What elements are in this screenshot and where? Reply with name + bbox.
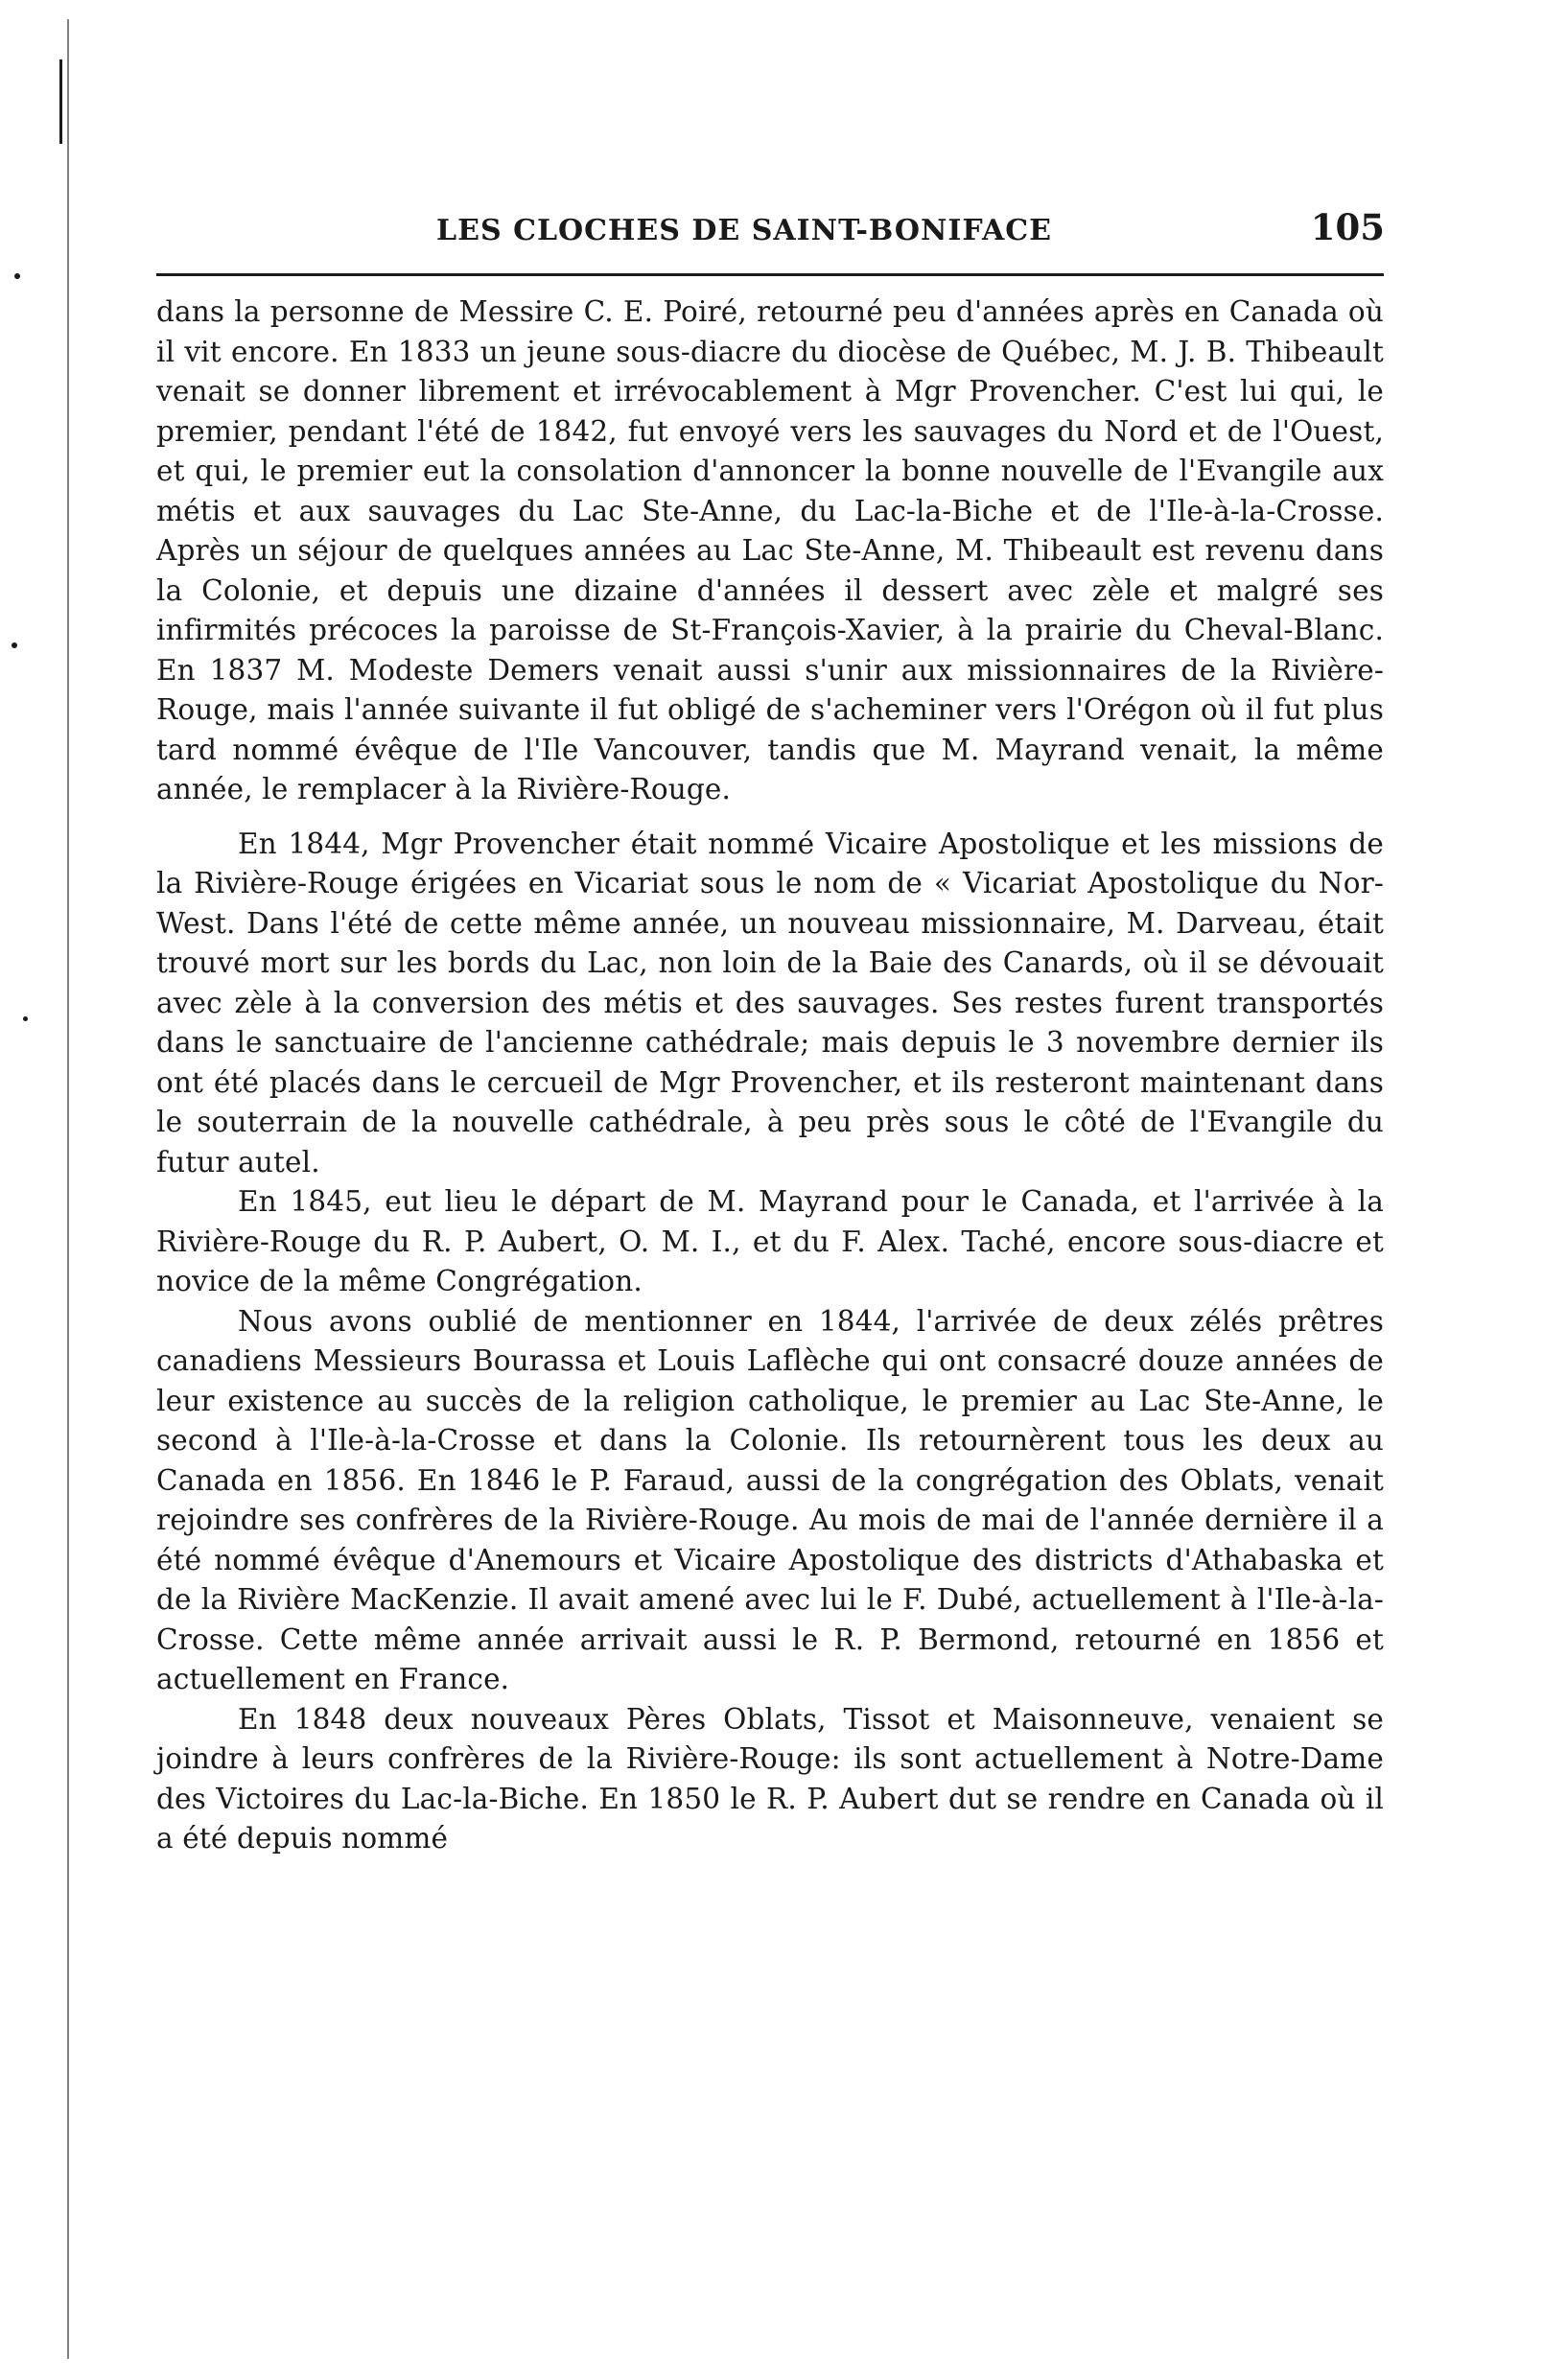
paragraph: En 1845, eut lieu le départ de M. Mayrand pour le Canada, et l'arrivée à la Rivière-Rouge du R. P. Aubert, O. M. I., et du F. Alex. Taché, encore sous-diacre et novice de la même Congrégation. [156, 1185, 1384, 1297]
paragraph: En 1848 deux nouveaux Pères Oblats, Tissot et Maisonneuve, venaient se joindre à leurs confrères de la Rivière-Rouge: ils sont actuellement à Notre-Dame des Victoires du Lac-la-Biche. En 1850 le R. P. Aubert dut se rendre en Canada où il a été depuis nommé [156, 1702, 1384, 1855]
book-page [156, 206, 1385, 1855]
paragraph: dans la personne de Messire C. E. Poiré, retourné peu d'années après en Canada où il vit encore. En 1833 un jeune sous-diacre du diocèse de Québec, M. J. B. Thibeault venait se donner librement et irrévocablement à Mgr Provencher. C'est lui qui, le premier, pendant l'été de 1842, fut envoyé vers les sauvages du Nord et de l'Ouest, et qui, le premier eut la consolation d'annoncer la bonne nouvelle de l'Evangile aux métis et aux sauvages du Lac Ste-Anne, du Lac-la-Biche et de l'Ile-à-la-Crosse. Après un séjour de quelques années au Lac Ste-Anne, M. Thibeault est revenu dans la Colonie, et depuis une dizaine d'années il dessert avec zèle et malgré ses infirmités précoces la paroisse de St-François-Xavier, à la prairie du Cheval-Blanc. En 1837 M. Modeste Demers venait aussi s'unir aux missionnaires de la Rivière-Rouge, mais l'année suivante il fut obligé de s'acheminer vers l'Orégon où il fut plus tard nommé évêque de l'Ile Vancouver, tandis que M. Mayrand venait, la même année, le remplacer à la Rivière-Rouge. [156, 295, 1384, 805]
running-head [156, 206, 1384, 256]
page-number: 105 [1310, 206, 1385, 248]
page-body [156, 292, 1384, 1859]
paragraph: Nous avons oublié de mentionner en 1844, l'arrivée de deux zélés prêtres canadiens Messieurs Bourassa et Louis Laflèche qui ont consacré douze années de leur existence au succès de la religion catholique, le premier au Lac Ste-Anne, le second à l'Ile-à-la-Crosse et dans la Colonie. Ils retournèrent tous les deux au Canada en 1856. En 1846 le P. Faraud, aussi de la congrégation des Oblats, venait rejoindre ses confrères de la Rivière-Rouge. Au mois de mai de l'année dernière il a été nommé évêque d'Anemours et Vicaire Apostolique des districts d'Athabaska et de la Rivière MacKenzie. Il avait amené avec lui le F. Dubé, actuellement à l'Ile-à-la-Crosse. Cette même année arrivait aussi le R. P. Bermond, retourné en 1856 et actuellement en France. [156, 1304, 1384, 1695]
scan-speck [14, 273, 20, 279]
scan-edge-mark [59, 59, 62, 144]
paragraph: En 1844, Mgr Provencher était nommé Vicaire Apostolique et les missions de la Rivière-Rouge érigées en Vicariat sous le nom de « Vicariat Apostolique du Nor-West. Dans l'été de cette même année, un nouveau missionnaire, M. Darveau, était trouvé mort sur les bords du Lac, non loin de la Baie des Canards, où il se dévouait avec zèle à la conversion des métis et des sauvages. Ses restes furent transportés dans le sanctuaire de l'ancienne cathédrale; mais depuis le 3 novembre dernier ils ont été placés dans le cercueil de Mgr Provencher, et ils resteront maintenant dans le souterrain de la nouvelle cathédrale, à peu près sous le côté de l'Evangile du futur autel. [156, 827, 1384, 1178]
scan-speck [12, 642, 17, 648]
running-title: LES CLOCHES DE SAINT-BONIFACE [436, 214, 1052, 247]
scan-margin-line [67, 19, 69, 2359]
header-rule [156, 273, 1384, 276]
scan-speck [23, 1016, 28, 1021]
